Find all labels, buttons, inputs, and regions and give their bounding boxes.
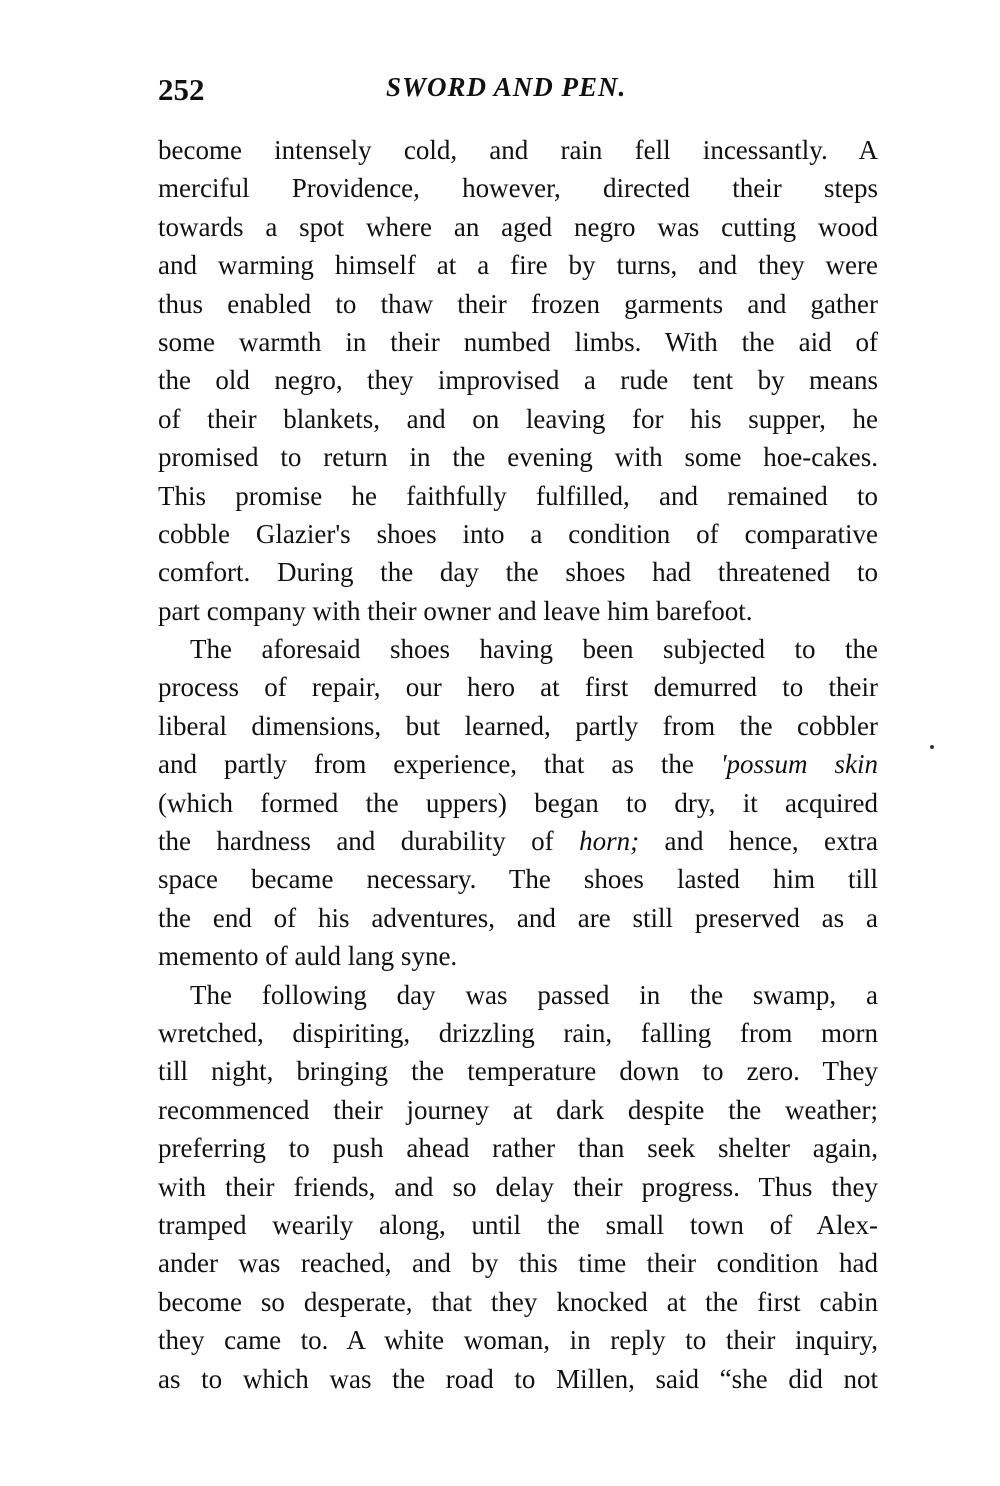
paragraph-1	[158, 131, 878, 630]
text-line: The following day was passed in the swamp, a	[190, 979, 878, 1010]
text-line: preferring to push ahead rather than seek shelter again,	[158, 1133, 878, 1164]
text-line: memento of auld lang syne.	[158, 941, 458, 972]
italic-phrase: 'possum skin	[720, 749, 879, 780]
text-segment: and hence, extra	[639, 826, 878, 857]
text-line: the end of his adventures, and are still preserved as a	[158, 902, 878, 933]
text-line: become intensely cold, and rain fell incessantly. A	[158, 135, 878, 165]
text-line: space became necessary. The shoes lasted him till	[158, 864, 878, 895]
page-number: 252	[158, 72, 205, 107]
text-line: The aforesaid shoes having been subjected to the	[190, 634, 878, 665]
text-line: liberal dimensions, but learned, partly from the cobbler	[158, 710, 878, 741]
text-line: This promise he faithfully fulfilled, and remained to	[158, 480, 878, 511]
text-segment: and partly from experience, that as the	[158, 749, 721, 780]
text-line: process of repair, our hero at first demurred to their	[158, 672, 878, 703]
text-line: till night, bringing the temperature down to zero. They	[158, 1056, 878, 1087]
text-line: cobble Glazier's shoes into a condition of comparative	[158, 518, 878, 549]
text-line: thus enabled to thaw their frozen garments and gather	[158, 288, 878, 319]
text-line: the old negro, they improvised a rude tent by means	[158, 365, 878, 396]
text-line-with-italic	[158, 822, 878, 860]
text-line: (which formed the uppers) began to dry, it acquired	[158, 787, 878, 818]
running-head	[158, 72, 878, 112]
text-line: part company with their owner and leave him barefoot.	[158, 595, 753, 626]
paragraph-2	[158, 630, 878, 976]
running-title: SWORD AND PEN.	[386, 72, 627, 102]
text-line: promised to return in the evening with some hoe-cakes.	[158, 442, 878, 473]
italic-phrase: horn;	[579, 826, 640, 857]
text-line: become so desperate, that they knocked at the first cabin	[158, 1286, 878, 1317]
body-text	[158, 131, 878, 1398]
text-line: wretched, dispiriting, drizzling rain, falling from morn	[158, 1017, 878, 1048]
text-line: ander was reached, and by this time their condition had	[158, 1248, 878, 1279]
text-line: of their blankets, and on leaving for his supper, he	[158, 403, 878, 434]
text-line: as to which was the road to Millen, said “she did not	[158, 1363, 878, 1394]
text-line: merciful Providence, however, directed their steps	[158, 173, 878, 204]
text-line-with-italic	[158, 745, 878, 783]
text-line: towards a spot where an aged negro was cutting wood	[158, 211, 878, 242]
text-line: they came to. A white woman, in reply to their inquiry,	[158, 1325, 878, 1356]
text-line: comfort. During the day the shoes had threatened to	[158, 557, 878, 588]
text-segment: the hardness and durability of	[158, 826, 580, 857]
text-line: tramped wearily along, until the small town of Alex-	[158, 1209, 878, 1240]
text-line: and warming himself at a fire by turns, and they were	[158, 250, 878, 281]
ink-speck	[930, 745, 934, 749]
paragraph-3	[158, 976, 878, 1398]
text-line: some warmth in their numbed limbs. With the aid of	[158, 326, 878, 357]
text-line: with their friends, and so delay their progress. Thus they	[158, 1171, 878, 1202]
text-line: recommenced their journey at dark despite the weather;	[158, 1094, 878, 1125]
